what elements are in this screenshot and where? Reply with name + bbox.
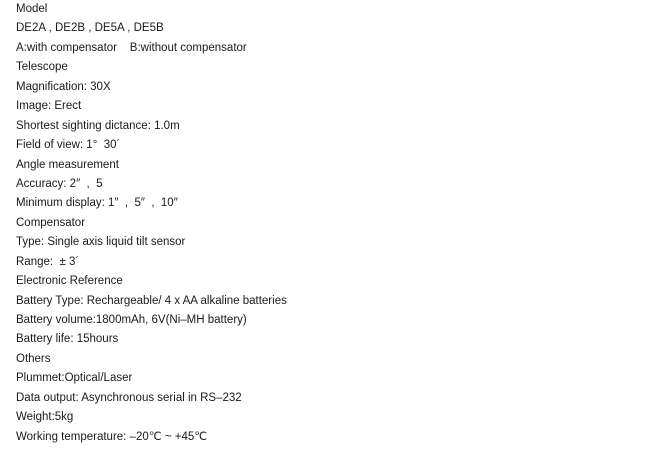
heading-model: Model [16, 3, 48, 15]
spec-data-output: Data output: Asynchronous serial in RS–232 [16, 391, 242, 404]
spec-weight: Weight:5kg [16, 411, 74, 424]
model-variant-note: A:with compensator B:without compensator [16, 41, 247, 54]
spec-battery-volume: Battery volume:1800mAh, 6V(Ni–MH battery) [16, 314, 247, 326]
spec-compensator-type: Type: Single axis liquid tilt sensor [16, 236, 186, 249]
model-list: DE2A , DE2B , DE5A , DE5B [16, 22, 164, 35]
heading-electronic-reference: Electronic Reference [16, 275, 123, 288]
spec-magnification: Magnification: 30X [16, 80, 111, 93]
heading-compensator: Compensator [16, 216, 86, 229]
spec-shortest-sighting-distance: Shortest sighting dictance: 1.0m [16, 119, 180, 132]
spec-working-temperature: Working temperature: –20℃ ~ +45℃ [16, 430, 208, 443]
spec-compensator-range: Range: ± 3´ [16, 255, 80, 268]
spec-sheet [16, 0, 646, 447]
spec-plummet: Plummet:Optical/Laser [16, 372, 133, 385]
heading-others: Others [16, 352, 51, 365]
spec-battery-type: Battery Type: Rechargeable/ 4 x AA alkaline batteries [16, 294, 287, 307]
spec-field-of-view: Field of view: 1° 30´ [16, 139, 121, 152]
spec-accuracy: Accuracy: 2″ , 5 [16, 177, 103, 190]
heading-telescope: Telescope [16, 61, 68, 74]
spec-battery-life: Battery life: 15hours [16, 333, 119, 346]
heading-angle-measurement: Angle measurement [16, 158, 119, 171]
spec-image: Image: Erect [16, 100, 82, 113]
spec-minimum-display: Minimum display: 1″ , 5″ , 10″ [16, 197, 178, 210]
